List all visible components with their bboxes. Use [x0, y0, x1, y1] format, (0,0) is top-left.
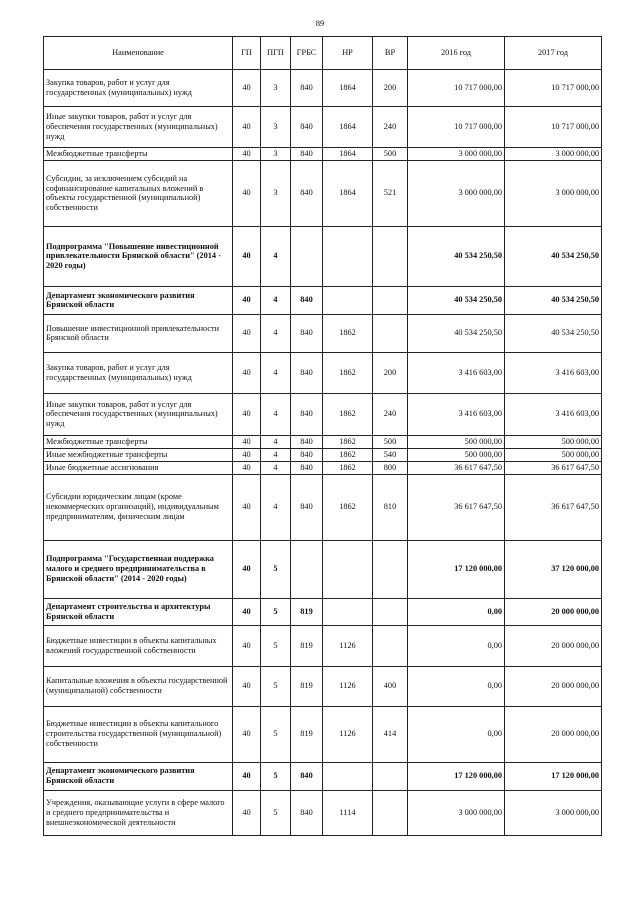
cell-y2017: 500 000,00 — [505, 435, 602, 448]
header-2017: 2017 год — [505, 37, 602, 70]
cell-name: Закупка товаров, работ и услуг для государственных (муниципальных) нужд — [44, 352, 233, 393]
cell-grbs: 819 — [291, 666, 323, 706]
cell-grbs: 840 — [291, 790, 323, 835]
cell-pgp: 4 — [261, 435, 291, 448]
cell-pgp: 3 — [261, 160, 291, 226]
cell-vr — [373, 598, 408, 625]
table-row — [44, 393, 602, 435]
cell-vr: 200 — [373, 352, 408, 393]
cell-y2016: 0,00 — [408, 598, 505, 625]
cell-y2016: 10 717 000,00 — [408, 107, 505, 148]
cell-nr — [323, 286, 373, 314]
cell-pgp: 4 — [261, 314, 291, 352]
cell-name: Межбюджетные трансферты — [44, 435, 233, 448]
table-row — [44, 474, 602, 540]
cell-pgp: 3 — [261, 70, 291, 107]
cell-nr: 1864 — [323, 148, 373, 161]
cell-name: Бюджетные инвестиции в объекты капитального строительства государственной (муниципальной) собственности — [44, 706, 233, 762]
cell-name: Учреждения, оказывающие услуги в сфере малого и среднего предпринимательства и внешнеэкономической деятельности — [44, 790, 233, 835]
cell-grbs: 840 — [291, 160, 323, 226]
cell-nr: 1126 — [323, 666, 373, 706]
cell-y2017: 40 534 250,50 — [505, 286, 602, 314]
cell-pgp: 4 — [261, 286, 291, 314]
cell-y2017: 20 000 000,00 — [505, 666, 602, 706]
cell-y2017: 17 120 000,00 — [505, 762, 602, 790]
cell-name: Закупка товаров, работ и услуг для государственных (муниципальных) нужд — [44, 70, 233, 107]
table-row — [44, 666, 602, 706]
cell-vr: 810 — [373, 474, 408, 540]
table-row — [44, 148, 602, 161]
cell-vr: 540 — [373, 448, 408, 461]
table-body — [44, 70, 602, 836]
cell-y2017: 20 000 000,00 — [505, 706, 602, 762]
table-row — [44, 70, 602, 107]
cell-nr: 1126 — [323, 625, 373, 666]
header-gp: ГП — [233, 37, 261, 70]
cell-pgp: 4 — [261, 474, 291, 540]
table-row — [44, 706, 602, 762]
cell-nr: 1864 — [323, 160, 373, 226]
cell-name: Департамент экономического развития Брянской области — [44, 762, 233, 790]
cell-pgp: 4 — [261, 352, 291, 393]
cell-pgp: 5 — [261, 790, 291, 835]
cell-pgp: 5 — [261, 706, 291, 762]
cell-y2016: 500 000,00 — [408, 448, 505, 461]
cell-gp: 40 — [233, 435, 261, 448]
header-nr: НР — [323, 37, 373, 70]
table-row — [44, 540, 602, 598]
header-vr: ВР — [373, 37, 408, 70]
cell-gp: 40 — [233, 148, 261, 161]
cell-name: Капитальные вложения в объекты государственной (муниципальной) собственности — [44, 666, 233, 706]
table-row — [44, 314, 602, 352]
cell-y2016: 0,00 — [408, 625, 505, 666]
cell-gp: 40 — [233, 706, 261, 762]
cell-grbs: 840 — [291, 474, 323, 540]
cell-grbs: 840 — [291, 148, 323, 161]
cell-y2017: 37 120 000,00 — [505, 540, 602, 598]
cell-name: Иные закупки товаров, работ и услуг для обеспечения государственных (муниципальных) нужд — [44, 107, 233, 148]
cell-name: Иные межбюджетные трансферты — [44, 448, 233, 461]
cell-y2016: 3 000 000,00 — [408, 790, 505, 835]
cell-y2016: 0,00 — [408, 666, 505, 706]
cell-pgp: 5 — [261, 625, 291, 666]
cell-y2017: 36 617 647,50 — [505, 474, 602, 540]
cell-name: Подпрограмма "Повышение инвестиционной привлекательности Брянской области" (2014 - 2020 годы) — [44, 226, 233, 286]
cell-nr: 1862 — [323, 461, 373, 474]
cell-y2017: 40 534 250,50 — [505, 226, 602, 286]
cell-grbs: 840 — [291, 435, 323, 448]
cell-vr — [373, 540, 408, 598]
cell-gp: 40 — [233, 70, 261, 107]
cell-name: Субсидии юридическим лицам (кроме некоммерческих организаций), индивидуальным предпринимателям, физическим лицам — [44, 474, 233, 540]
cell-y2017: 3 416 603,00 — [505, 393, 602, 435]
cell-y2016: 0,00 — [408, 706, 505, 762]
budget-table — [43, 36, 602, 836]
cell-nr: 1126 — [323, 706, 373, 762]
cell-vr — [373, 226, 408, 286]
cell-nr — [323, 226, 373, 286]
cell-y2016: 10 717 000,00 — [408, 70, 505, 107]
cell-gp: 40 — [233, 540, 261, 598]
cell-vr — [373, 790, 408, 835]
cell-y2016: 40 534 250,50 — [408, 226, 505, 286]
cell-grbs: 819 — [291, 625, 323, 666]
cell-y2017: 3 000 000,00 — [505, 790, 602, 835]
cell-nr: 1862 — [323, 352, 373, 393]
cell-gp: 40 — [233, 107, 261, 148]
cell-grbs: 840 — [291, 70, 323, 107]
cell-y2016: 36 617 647,50 — [408, 461, 505, 474]
cell-pgp: 5 — [261, 540, 291, 598]
cell-nr: 1862 — [323, 474, 373, 540]
cell-grbs: 819 — [291, 598, 323, 625]
cell-grbs — [291, 226, 323, 286]
cell-grbs: 819 — [291, 706, 323, 762]
cell-name: Департамент экономического развития Брянской области — [44, 286, 233, 314]
cell-vr: 800 — [373, 461, 408, 474]
cell-grbs — [291, 540, 323, 598]
cell-y2017: 36 617 647,50 — [505, 461, 602, 474]
cell-vr: 400 — [373, 666, 408, 706]
cell-gp: 40 — [233, 666, 261, 706]
cell-vr: 500 — [373, 148, 408, 161]
cell-name: Подпрограмма "Государственная поддержка малого и среднего предпринимательства в Брянской области" (2014 - 2020 годы) — [44, 540, 233, 598]
cell-name: Повышение инвестиционной привлекательности Брянской области — [44, 314, 233, 352]
cell-pgp: 4 — [261, 461, 291, 474]
cell-grbs: 840 — [291, 286, 323, 314]
cell-name: Департамент строительства и архитектуры Брянской области — [44, 598, 233, 625]
cell-vr: 240 — [373, 393, 408, 435]
header-2016: 2016 год — [408, 37, 505, 70]
cell-grbs: 840 — [291, 314, 323, 352]
cell-grbs: 840 — [291, 461, 323, 474]
cell-pgp: 4 — [261, 226, 291, 286]
cell-nr: 1114 — [323, 790, 373, 835]
cell-vr — [373, 762, 408, 790]
cell-y2017: 20 000 000,00 — [505, 625, 602, 666]
cell-y2017: 10 717 000,00 — [505, 107, 602, 148]
cell-gp: 40 — [233, 352, 261, 393]
table-row — [44, 625, 602, 666]
header-name: Наименование — [44, 37, 233, 70]
cell-grbs: 840 — [291, 393, 323, 435]
table-row — [44, 160, 602, 226]
cell-vr: 500 — [373, 435, 408, 448]
cell-name: Иные закупки товаров, работ и услуг для обеспечения государственных (муниципальных) нужд — [44, 393, 233, 435]
header-pgp: ПГП — [261, 37, 291, 70]
cell-nr: 1862 — [323, 314, 373, 352]
cell-y2016: 3 416 603,00 — [408, 393, 505, 435]
cell-nr: 1864 — [323, 107, 373, 148]
cell-name: Межбюджетные трансферты — [44, 148, 233, 161]
cell-y2017: 3 000 000,00 — [505, 148, 602, 161]
table-row — [44, 352, 602, 393]
cell-gp: 40 — [233, 160, 261, 226]
cell-y2016: 17 120 000,00 — [408, 540, 505, 598]
cell-y2017: 10 717 000,00 — [505, 70, 602, 107]
header-grbs: ГРБС — [291, 37, 323, 70]
cell-nr — [323, 598, 373, 625]
cell-vr: 521 — [373, 160, 408, 226]
cell-y2016: 3 000 000,00 — [408, 160, 505, 226]
cell-y2016: 17 120 000,00 — [408, 762, 505, 790]
cell-grbs: 840 — [291, 448, 323, 461]
table-row — [44, 762, 602, 790]
cell-y2016: 40 534 250,50 — [408, 286, 505, 314]
cell-gp: 40 — [233, 598, 261, 625]
cell-name: Бюджетные инвестиции в объекты капитальных вложений государственной собственности — [44, 625, 233, 666]
cell-pgp: 5 — [261, 598, 291, 625]
cell-y2016: 500 000,00 — [408, 435, 505, 448]
table-row — [44, 107, 602, 148]
cell-vr — [373, 314, 408, 352]
cell-gp: 40 — [233, 790, 261, 835]
cell-gp: 40 — [233, 286, 261, 314]
cell-y2016: 3 416 603,00 — [408, 352, 505, 393]
cell-y2017: 20 000 000,00 — [505, 598, 602, 625]
cell-gp: 40 — [233, 762, 261, 790]
cell-grbs: 840 — [291, 352, 323, 393]
table-row — [44, 435, 602, 448]
cell-y2017: 3 000 000,00 — [505, 160, 602, 226]
cell-vr — [373, 625, 408, 666]
cell-pgp: 5 — [261, 666, 291, 706]
cell-gp: 40 — [233, 448, 261, 461]
page-number: 89 — [315, 18, 325, 28]
cell-vr: 414 — [373, 706, 408, 762]
cell-y2017: 3 416 603,00 — [505, 352, 602, 393]
cell-nr: 1862 — [323, 448, 373, 461]
cell-gp: 40 — [233, 393, 261, 435]
table-row — [44, 226, 602, 286]
cell-y2016: 40 534 250,50 — [408, 314, 505, 352]
cell-y2017: 500 000,00 — [505, 448, 602, 461]
cell-nr — [323, 762, 373, 790]
cell-gp: 40 — [233, 314, 261, 352]
table-row — [44, 448, 602, 461]
cell-vr: 200 — [373, 70, 408, 107]
table-row — [44, 461, 602, 474]
cell-grbs: 840 — [291, 762, 323, 790]
cell-pgp: 4 — [261, 393, 291, 435]
table-header-row — [44, 37, 602, 70]
cell-gp: 40 — [233, 461, 261, 474]
cell-nr: 1862 — [323, 393, 373, 435]
cell-y2017: 40 534 250,50 — [505, 314, 602, 352]
table-row — [44, 286, 602, 314]
cell-nr: 1862 — [323, 435, 373, 448]
cell-y2016: 3 000 000,00 — [408, 148, 505, 161]
cell-grbs: 840 — [291, 107, 323, 148]
cell-gp: 40 — [233, 474, 261, 540]
cell-gp: 40 — [233, 625, 261, 666]
table-row — [44, 598, 602, 625]
cell-pgp: 3 — [261, 107, 291, 148]
cell-y2016: 36 617 647,50 — [408, 474, 505, 540]
cell-pgp: 3 — [261, 148, 291, 161]
cell-vr — [373, 286, 408, 314]
cell-gp: 40 — [233, 226, 261, 286]
cell-name: Субсидии, за исключением субсидий на софинансирование капитальных вложений в объекты государственной (муниципальной) собственности — [44, 160, 233, 226]
table-row — [44, 790, 602, 835]
cell-nr — [323, 540, 373, 598]
cell-pgp: 5 — [261, 762, 291, 790]
cell-name: Иные бюджетные ассигнования — [44, 461, 233, 474]
cell-pgp: 4 — [261, 448, 291, 461]
cell-nr: 1864 — [323, 70, 373, 107]
cell-vr: 240 — [373, 107, 408, 148]
